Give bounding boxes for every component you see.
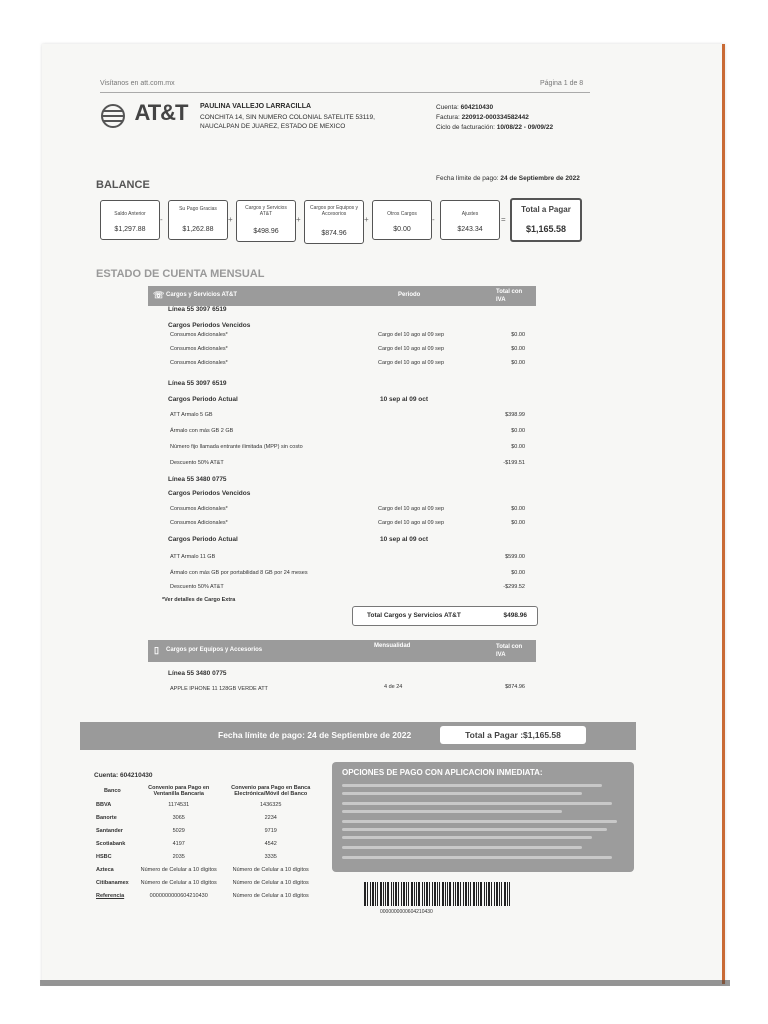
bank-convenio: 3335 [264,853,277,860]
box-value: $1,297.88 [114,226,146,233]
barcode-bar [380,882,382,906]
barcode-bar [422,882,423,906]
bank-row [92,850,317,863]
charge-item: Consumos Adicionales* [170,360,228,366]
barcode-bar [375,882,376,906]
section-servicios-header [148,286,536,306]
box-label: Cargos por Equipos y Accesorios [309,205,359,217]
total-label: Total a Pagar [521,205,571,214]
att-logo [100,100,187,129]
bank-name: Santander [96,827,123,834]
barcode-bar [478,882,479,906]
logo-text: AT&T [134,100,188,125]
barcode-bar [367,882,368,906]
charge-amount: $398.99 [505,412,525,418]
blurred-text-line [342,802,612,805]
barcode-bar [488,882,490,906]
opciones-title: OPCIONES DE PAGO CON APLICACION INMEDIATA: [342,768,543,777]
barcode-bar [453,882,454,906]
section-title: Cargos y Servicios AT&T [166,292,238,298]
barcode-bar [411,882,413,906]
bank-row [92,824,317,837]
charge-item: Número fijo llamada entrante ilimitada (MPP) sin costo [170,444,303,450]
charge-group-heading: Cargos Periodo Actual [168,536,238,543]
blurred-text-line [342,820,617,823]
barcode-bar [426,882,428,906]
bank-name: Scotiabank [96,840,126,847]
charge-amount: $0.00 [511,570,525,576]
charge-item: ATT Armalo 11 GB [170,554,216,560]
barcode-bar [476,882,477,906]
charge-amount: $0.00 [511,346,525,352]
barcode-bar [383,882,384,906]
page-number: Página 1 de 8 [540,80,584,87]
bank-table [92,784,317,902]
line-number: Línea 55 3480 0775 [168,670,227,677]
charge-period: 10 sep al 09 oct [380,396,429,403]
op-sign: - [160,215,163,224]
barcode-bar [499,882,500,906]
opciones-pago-box [332,762,634,872]
footer-cuenta: Cuenta: 604210430 [94,772,153,779]
barcode-bar [442,882,444,906]
barcode-bar [398,882,399,906]
barcode-number: 0000000000604210430 [380,909,433,915]
barcode-bar [401,882,402,906]
bank-name: Referencia [96,892,125,899]
blurred-text-line [342,856,612,859]
col-total: Total con IVA [496,644,523,658]
barcode-bar [496,882,498,906]
charge-amount: $0.00 [511,520,525,526]
blurred-text-line [342,810,562,813]
barcode-bar [473,882,475,906]
due-value: 24 de Septiembre de 2022 [500,175,580,182]
charge-amount: $0.00 [511,332,525,338]
bank-col-electronica: Convenio para Pago en Banca Electrónica/Móvil del Banco [231,785,311,797]
ciclo-value: 10/08/22 - 09/09/22 [496,124,554,131]
customer-name: PAULINA VALLEJO LARRACILLA [200,103,312,110]
charge-amount: $0.00 [511,506,525,512]
barcode-bar [395,882,397,906]
blurred-text-line [342,792,582,795]
charge-period: 10 sep al 09 oct [380,536,429,543]
barcode [364,882,514,906]
footer-due-bar [80,722,636,750]
equipo-item: APPLE IPHONE 11 128GB VERDE ATT [170,686,268,692]
barcode-bar [370,882,371,906]
barcode-bar [377,882,378,906]
bank-convenio: Número de Celular a 10 dígitos [232,866,309,873]
barcode-bar [509,882,510,906]
charge-period: Cargo del 10 ago al 09 sep [378,520,445,526]
barcode-bar [460,882,461,906]
bank-convenio: Número de Celular a 10 dígitos [232,892,309,899]
due-label: Fecha límite de pago: [436,175,499,182]
col-mensualidad: Mensualidad [374,643,411,649]
barcode-bar [501,882,502,906]
bank-name: HSBC [96,853,112,860]
barcode-bar [372,882,374,906]
barcode-bar [491,882,492,906]
box-label: Su Pago Gracias [179,206,217,212]
box-label: Saldo Anterior [114,211,146,217]
equipo-amount: $874.96 [505,684,525,690]
bank-convenio: 0000000000604210430 [149,892,208,899]
barcode-bar [416,882,417,906]
barcode-bar [424,882,425,906]
charge-group-heading: Cargos Periodo Actual [168,396,238,403]
address-line-1: CONCHITA 14, SIN NUMERO COLONIAL SATELITE 53119, [200,114,375,121]
barcode-bar [465,882,467,906]
op-sign: + [364,215,369,224]
barcode-bar [403,882,405,906]
barcode-bar [429,882,430,906]
balance-box-total [510,198,582,242]
op-sign: = [501,215,506,224]
barcode-bar [480,882,482,906]
blurred-text-line [342,828,607,831]
total-value: $1,165.58 [525,224,567,234]
bank-row [92,811,317,824]
charge-item: Ármalo con más GB 2 GB [170,428,234,434]
barcode-bar [418,882,420,906]
barcode-bar [385,882,386,906]
device-icon: ▯ [154,645,159,655]
bank-name: Azteca [96,866,114,873]
bank-convenio: Número de Celular a 10 dígitos [140,879,217,886]
bank-name: Citibanamex [96,879,129,886]
balance-box-saldo [100,200,160,240]
bank-convenio: 9719 [264,827,277,834]
barcode-bar [432,882,433,906]
balance-box-ajustes [440,200,500,240]
charge-period: Cargo del 10 ago al 09 sep [378,506,445,512]
bank-convenio: 2234 [264,814,277,821]
bank-row [92,798,317,811]
blurred-text-line [342,846,582,849]
box-value: $0.00 [393,226,411,233]
box-value: $243.34 [457,226,483,233]
barcode-bar [391,882,392,906]
barcode-bar [439,882,440,906]
barcode-bar [445,882,446,906]
balance-box-servicios [236,200,296,242]
box-label: Cargos y Servicios AT&T [245,205,287,217]
bank-convenio: 4197 [172,840,185,847]
barcode-bar [408,882,409,906]
bank-col-ventanilla: Convenio para Pago en Ventanilla Bancaria [148,785,210,797]
footer-due: Fecha límite de pago: 24 de Septiembre de 2022 [218,730,412,740]
bank-convenio: Número de Celular a 10 dígitos [140,866,217,873]
barcode-bar [455,882,456,906]
op-sign: - [432,215,435,224]
charge-item: Consumos Adicionales* [170,520,228,526]
balance-box-pago [168,200,228,240]
header-divider [100,92,590,93]
charge-amount: -$199.51 [503,460,525,466]
charge-item: Consumos Adicionales* [170,332,228,338]
bank-convenio: 1436325 [260,801,282,808]
charge-period: Cargo del 10 ago al 09 sep [378,346,445,352]
estado-title: ESTADO DE CUENTA MENSUAL [96,268,265,280]
ciclo-label: Ciclo de facturación: [436,124,495,131]
charge-amount: $0.00 [511,428,525,434]
charge-amount: $0.00 [511,444,525,450]
account-info [436,103,553,133]
barcode-bar [494,882,495,906]
bank-name: Banorte [96,814,117,821]
bank-row [92,837,317,850]
barcode-bar [504,882,506,906]
charge-amount: -$299.52 [503,584,525,590]
bank-row [92,876,317,889]
charge-amount: $599.00 [505,554,525,560]
total-servicios-label: Total Cargos y Servicios AT&T [367,612,461,619]
barcode-bar [463,882,464,906]
op-sign: + [228,215,233,224]
cuenta-value: 604210430 [460,104,494,111]
charge-item: Descuento 50% AT&T [170,460,224,466]
address-line-2: NAUCALPAN DE JUAREZ, ESTADO DE MEXICO [200,123,346,130]
factura-label: Factura: [436,114,460,121]
col-total: Total con IVA [496,289,523,303]
balance-title: BALANCE [96,179,150,191]
line-number: Línea 55 3097 6519 [168,380,227,387]
bank-row [92,863,317,876]
barcode-bar [507,882,508,906]
section-equipos-header [148,640,536,662]
barcode-bar [393,882,394,906]
balance-box-equipos [304,200,364,244]
box-value: $874.96 [321,230,347,237]
cuenta-label: Cuenta: [436,104,459,111]
barcode-bar [414,882,415,906]
charge-group-heading: Cargos Periodos Vencidos [168,322,251,329]
blurred-text-line [342,784,602,787]
charge-item: Ármalo con más GB por portabilidad 8 GB por 24 meses [170,570,308,576]
op-sign: + [296,215,301,224]
box-label: Otros Cargos [387,211,417,217]
customer-address [200,113,400,131]
barcode-bar [387,882,389,906]
barcode-bar [447,882,448,906]
factura-value: 220912-000334582442 [461,114,529,121]
equipo-mensualidad: 4 de 24 [384,684,403,690]
bank-convenio: 2035 [172,853,185,860]
barcode-bar [486,882,487,906]
bank-convenio: 4542 [264,840,277,847]
charge-period: Cargo del 10 ago al 09 sep [378,360,445,366]
table-edge [40,980,730,986]
total-servicios-box [352,606,538,626]
phone-icon: ☏ [153,290,165,300]
bank-convenio: 3065 [172,814,185,821]
box-value: $1,262.88 [182,226,214,233]
barcode-bar [437,882,438,906]
bank-convenio: Número de Celular a 10 dígitos [232,879,309,886]
bank-row [92,889,317,902]
barcode-bar [468,882,469,906]
barcode-bar [457,882,459,906]
line-number: Línea 55 3480 0775 [168,476,227,483]
charge-item: ATT Armalo 5 GB [170,412,213,418]
charge-period: Cargo del 10 ago al 09 sep [378,332,445,338]
bank-convenio: 5029 [172,827,185,834]
barcode-bar [470,882,471,906]
globe-icon [100,103,130,129]
site-link[interactable]: Visítanos en att.com.mx [100,80,175,87]
barcode-bar [364,882,366,906]
section-title: Cargos por Equipos y Accesorios [166,647,263,653]
bank-col-banco: Banco [103,788,121,794]
due-date [436,175,580,182]
charge-item: Consumos Adicionales* [170,506,228,512]
blurred-text-line [342,836,592,839]
col-periodo: Periodo [398,292,421,298]
box-label: Ajustes [461,211,479,217]
bank-name: BBVA [96,801,112,808]
charge-item: Descuento 50% AT&T [170,584,224,590]
balance-box-otros [372,200,432,240]
barcode-bar [434,882,436,906]
total-servicios-value: $498.96 [503,612,527,619]
charge-group-heading: Cargos Periodos Vencidos [168,490,251,497]
footer-total: Total a Pagar :$1,165.58 [440,726,586,744]
note: *Ver detalles de Cargo Extra [162,597,236,603]
bank-convenio: 1174531 [168,801,190,808]
bank-rows [92,798,317,902]
box-value: $498.96 [253,228,279,235]
line-number: Línea 55 3097 6519 [168,306,227,313]
barcode-bar [406,882,407,906]
charge-item: Consumos Adicionales* [170,346,228,352]
charge-amount: $0.00 [511,360,525,366]
barcode-bar [449,882,451,906]
barcode-bar [484,882,485,906]
